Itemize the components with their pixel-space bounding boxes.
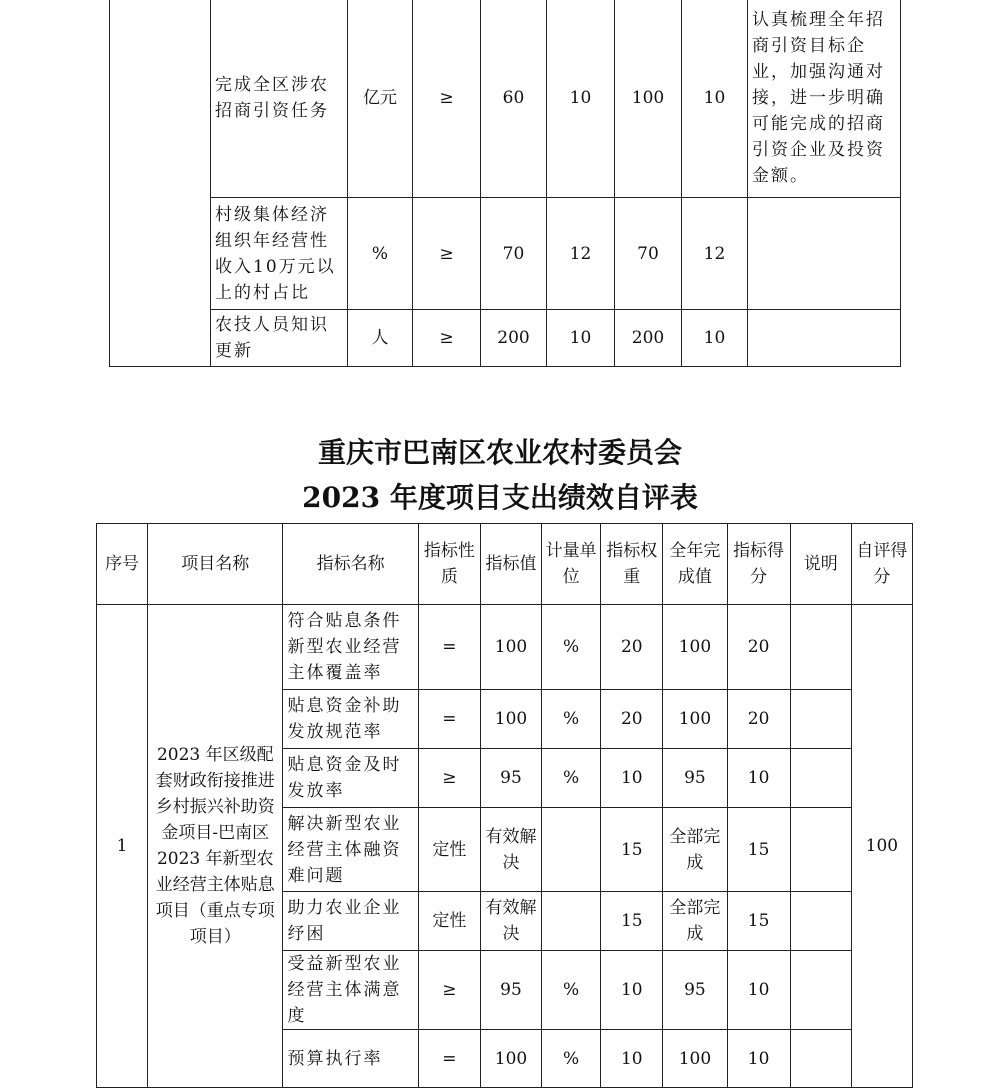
value-cell: 有效解决: [480, 808, 541, 892]
unit-cell: 人: [348, 310, 413, 367]
weight-cell: 10: [601, 951, 663, 1030]
nature-cell: 定性: [418, 808, 480, 892]
value-cell: 70: [481, 198, 547, 310]
value-cell: 200: [481, 310, 547, 367]
note-cell: [790, 892, 851, 951]
actual-cell: 70: [615, 198, 682, 310]
operator-cell: ≥: [413, 310, 481, 367]
document-title: 重庆市巴南区农业农村委员会: [317, 436, 682, 469]
header-self-score: 自评得分: [851, 524, 912, 605]
score-cell: 10: [727, 1030, 790, 1088]
unit-cell: %: [542, 749, 601, 808]
value-cell: 100: [480, 690, 541, 749]
score-cell: 15: [727, 808, 790, 892]
indicator-name: 贴息资金及时发放率: [283, 749, 418, 808]
value-cell: 有效解决: [480, 892, 541, 951]
weight-cell: 15: [601, 892, 663, 951]
note-cell: [790, 951, 851, 1030]
header-row: [97, 524, 913, 605]
unit-cell: 亿元: [348, 0, 413, 198]
note-cell: [748, 198, 901, 310]
indicator-name: 预算执行率: [283, 1030, 418, 1088]
nature-cell: =: [418, 1030, 480, 1088]
value-cell: 100: [480, 1030, 541, 1088]
header-indicator-nature: 指标性质: [418, 524, 480, 605]
indicator-name: 贴息资金补助发放规范率: [283, 690, 418, 749]
nature-cell: ≥: [418, 951, 480, 1030]
note-cell: [790, 808, 851, 892]
actual-cell: 全部完成: [663, 808, 727, 892]
table-row: [97, 605, 913, 690]
unit-cell: %: [542, 1030, 601, 1088]
score-cell: 10: [682, 0, 748, 198]
note-cell: [790, 605, 851, 690]
operator-cell: ≥: [413, 198, 481, 310]
indicator-name: 农技人员知识更新: [211, 310, 348, 367]
score-cell: 10: [682, 310, 748, 367]
self-score-cell: 100: [851, 605, 912, 1088]
weight-cell: 10: [547, 0, 615, 198]
header-indicator-name: 指标名称: [283, 524, 418, 605]
performance-evaluation-table: [96, 523, 913, 1088]
nature-cell: ≥: [418, 749, 480, 808]
score-cell: 10: [727, 749, 790, 808]
seq-cell: 1: [97, 605, 148, 1088]
table-row: [110, 0, 901, 198]
header-actual: 全年完成值: [663, 524, 727, 605]
score-cell: 20: [727, 690, 790, 749]
header-unit: 计量单位: [542, 524, 601, 605]
weight-cell: 10: [601, 749, 663, 808]
score-cell: 15: [727, 892, 790, 951]
note-cell: 认真梳理全年招商引资目标企业，加强沟通对接，进一步明确可能完成的招商引资企业及投资金额。: [748, 0, 901, 198]
value-cell: 95: [480, 749, 541, 808]
note-cell: [790, 1030, 851, 1088]
header-indicator-value: 指标值: [480, 524, 541, 605]
weight-cell: 12: [547, 198, 615, 310]
weight-cell: 10: [547, 310, 615, 367]
header-seq: 序号: [97, 524, 148, 605]
indicator-name: 解决新型农业经营主体融资难问题: [283, 808, 418, 892]
weight-cell: 15: [601, 808, 663, 892]
unit-cell: %: [542, 605, 601, 690]
weight-cell: 20: [601, 605, 663, 690]
header-score: 指标得分: [727, 524, 790, 605]
unit-cell: [542, 808, 601, 892]
actual-cell: 100: [663, 605, 727, 690]
value-cell: 60: [481, 0, 547, 198]
nature-cell: =: [418, 605, 480, 690]
note-cell: [790, 749, 851, 808]
actual-cell: 100: [663, 1030, 727, 1088]
weight-cell: 10: [601, 1030, 663, 1088]
actual-cell: 100: [663, 690, 727, 749]
indicator-name: 受益新型农业经营主体满意度: [283, 951, 418, 1030]
table-row: [110, 198, 901, 310]
table-row: [110, 310, 901, 367]
unit-cell: %: [542, 951, 601, 1030]
weight-cell: 20: [601, 690, 663, 749]
actual-cell: 95: [663, 749, 727, 808]
header-weight: 指标权重: [601, 524, 663, 605]
project-name-cell: 2023 年区级配套财政衔接推进乡村振兴补助资金项目-巴南区 2023 年新型农业经营主体贴息项目（重点专项项目）: [148, 605, 283, 1088]
unit-cell: [542, 892, 601, 951]
score-cell: 10: [727, 951, 790, 1030]
note-cell: [790, 690, 851, 749]
indicator-name: 助力农业企业纾困: [283, 892, 418, 951]
header-note: 说明: [790, 524, 851, 605]
blank-category-cell: [110, 0, 211, 367]
value-cell: 95: [480, 951, 541, 1030]
top-continued-table: [109, 0, 901, 367]
unit-cell: %: [348, 198, 413, 310]
actual-cell: 95: [663, 951, 727, 1030]
value-cell: 100: [480, 605, 541, 690]
unit-cell: %: [542, 690, 601, 749]
nature-cell: =: [418, 690, 480, 749]
score-cell: 20: [727, 605, 790, 690]
note-cell: [748, 310, 901, 367]
document-subtitle: 2023 年度项目支出绩效自评表: [302, 481, 698, 514]
actual-cell: 100: [615, 0, 682, 198]
indicator-name: 完成全区涉农招商引资任务: [211, 0, 348, 198]
actual-cell: 200: [615, 310, 682, 367]
header-project-name: 项目名称: [148, 524, 283, 605]
actual-cell: 全部完成: [663, 892, 727, 951]
nature-cell: 定性: [418, 892, 480, 951]
operator-cell: ≥: [413, 0, 481, 198]
indicator-name: 符合贴息条件新型农业经营主体覆盖率: [283, 605, 418, 690]
score-cell: 12: [682, 198, 748, 310]
indicator-name: 村级集体经济组织年经营性收入10万元以上的村占比: [211, 198, 348, 310]
